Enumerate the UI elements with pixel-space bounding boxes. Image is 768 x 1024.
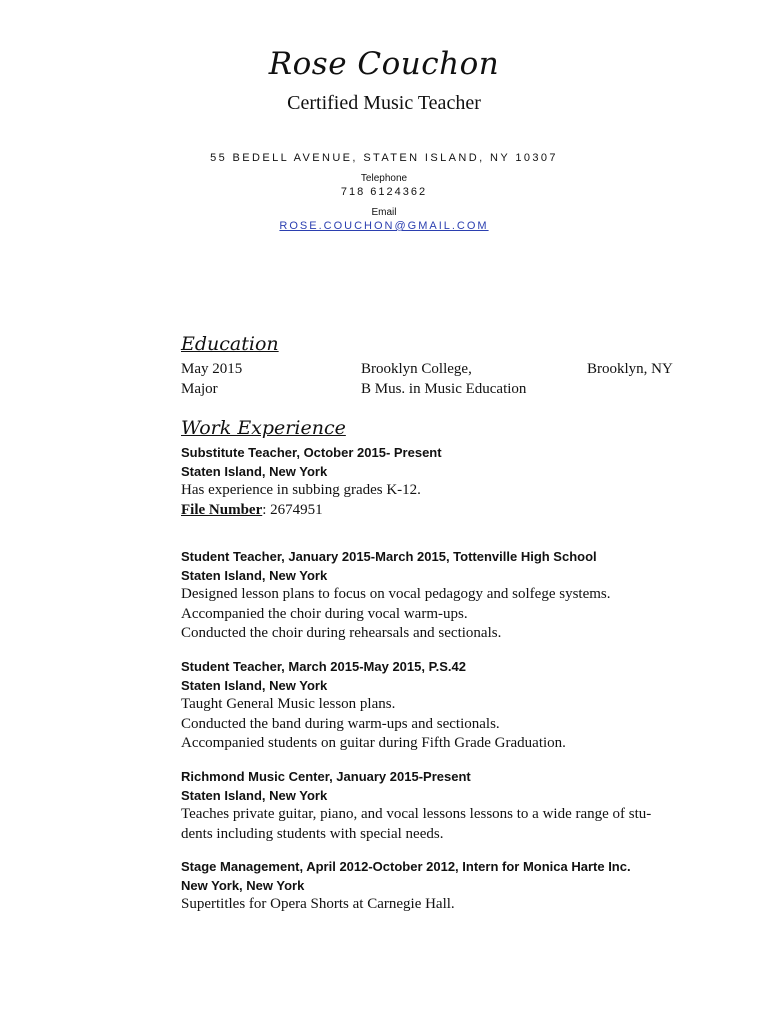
job-location: Staten Island, New York (181, 464, 328, 479)
education-row (181, 361, 741, 381)
job-description-line: Accompanied students on guitar during Fifth Grade Graduation. (181, 735, 566, 751)
job-description-line: Accompanied the choir during vocal warm-ups. (181, 605, 468, 622)
education-degree: B Mus. in Music Education (361, 381, 527, 397)
candidate-name: Rose Couchon (268, 46, 500, 82)
email-row (0, 220, 768, 232)
candidate-subtitle: Certified Music Teacher (287, 92, 481, 114)
file-number-value: : 2674951 (262, 501, 323, 518)
job-description-line: Conducted the band during warm-ups and sectionals. (181, 715, 500, 732)
job-title: Stage Management, April 2012-October 2012, Intern for Monica Harte Inc. (181, 859, 631, 874)
education-date: May 2015 (181, 361, 243, 377)
job-title: Student Teacher, January 2015-March 2015, Tottenville High School (181, 549, 597, 564)
telephone-label: Telephone (360, 173, 408, 184)
job-location: New York, New York (181, 878, 305, 893)
job-description-line: Supertitles for Opera Shorts at Carnegie Hall. (181, 896, 455, 912)
job-entry (181, 547, 701, 644)
education-heading: Education (181, 333, 279, 355)
job-description-line: Teaches private guitar, piano, and vocal lessons lessons to a wide range of stu- (181, 806, 652, 822)
education-school: Brooklyn College, (361, 361, 472, 377)
file-number-row (181, 501, 701, 521)
job-description-line: dents including students with special needs. (181, 825, 444, 842)
job-location: Staten Island, New York (181, 678, 328, 693)
job-location: Staten Island, New York (181, 568, 328, 583)
job-location: Staten Island, New York (181, 788, 328, 803)
education-major-label: Major (181, 381, 218, 397)
address: 55 BEDELL AVENUE, STATEN ISLAND, NY 10307 (210, 152, 558, 164)
file-number-label: File Number (181, 501, 263, 518)
work-experience-heading: Work Experience (181, 417, 346, 439)
job-entry (181, 857, 701, 915)
job-description-line: Has experience in subbing grades K-12. (181, 482, 421, 498)
job-description-line: Taught General Music lesson plans. (181, 696, 396, 712)
job-description-line: Conducted the choir during rehearsals and sectionals. (181, 625, 502, 641)
education-row (181, 381, 741, 401)
email-label: Email (371, 207, 397, 218)
email-link[interactable]: ROSE.COUCHON@GMAIL.COM (279, 220, 489, 232)
job-title: Richmond Music Center, January 2015-Present (181, 769, 471, 784)
job-entry (181, 767, 701, 844)
education-location: Brooklyn, NY (587, 361, 673, 377)
job-entry (181, 443, 701, 520)
job-title: Student Teacher, March 2015-May 2015, P.S.42 (181, 659, 466, 674)
telephone-number: 718 6124362 (340, 186, 428, 198)
job-entry (181, 657, 701, 754)
job-description-line: Designed lesson plans to focus on vocal pedagogy and solfege systems. (181, 586, 611, 602)
job-title: Substitute Teacher, October 2015- Present (181, 445, 442, 460)
